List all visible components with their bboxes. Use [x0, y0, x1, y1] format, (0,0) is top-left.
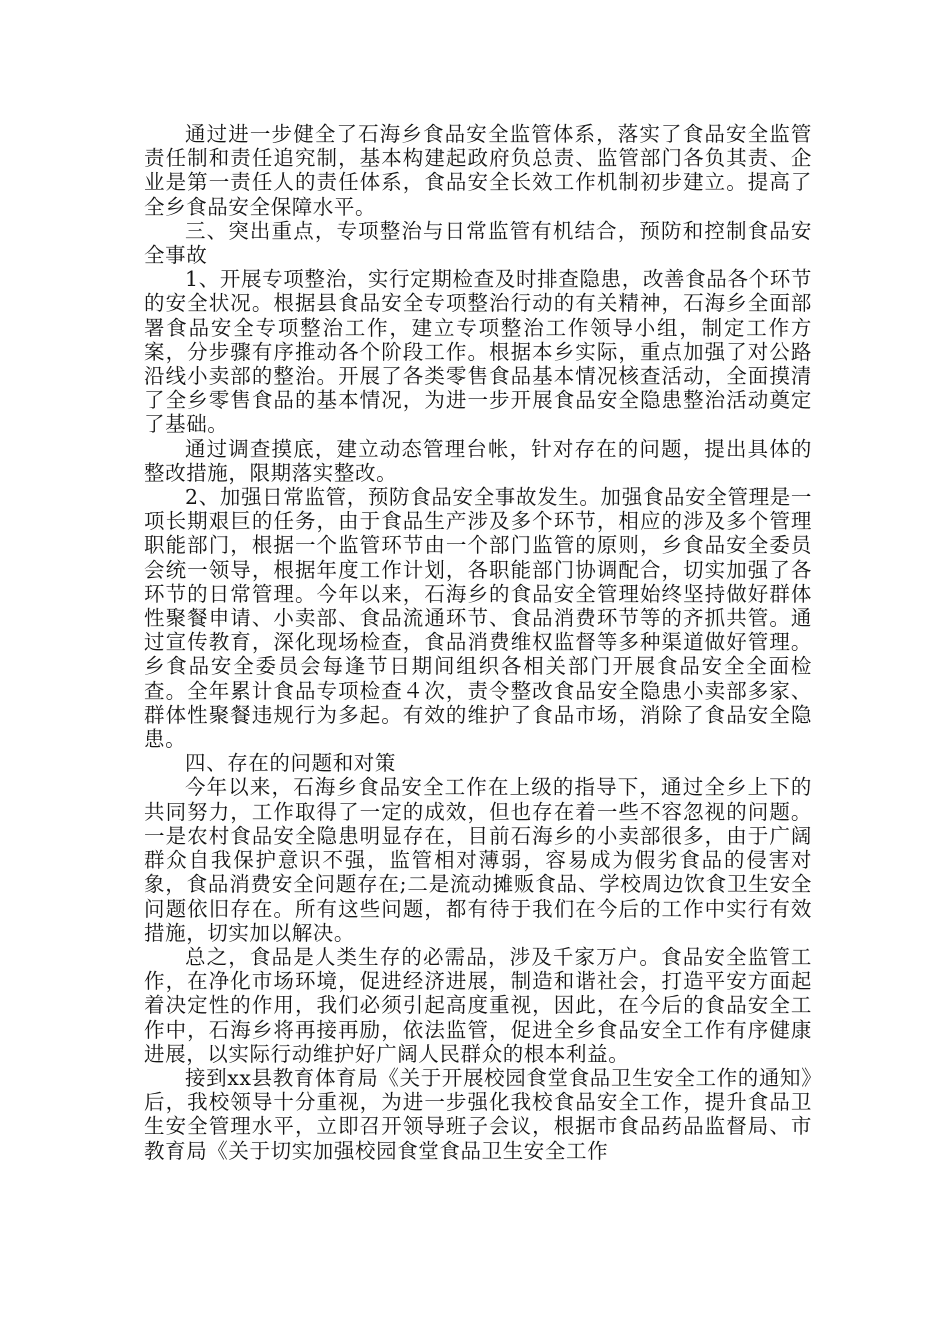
paragraph-summary: 通过进一步健全了石海乡食品安全监管体系，落实了食品安全监管责任制和责任追究制，基本构建起政府负总责、监管部门各负其责、企业是第一责任人的责任体系，食品安全长效工作机制初步建立。提高了全乡食品安全保障水平。	[144, 122, 812, 219]
paragraph-item-1: 1、开展专项整治，实行定期检查及时排查隐患，改善食品各个环节的安全状况。根据县食品安全专项整治行动的有关精神，石海乡全面部署食品安全专项整治工作，建立专项整治工作领导小组，制定工作方案，分步骤有序推动各个阶段工作。根据本乡实际，重点加强了对公路沿线小卖部的整治。开展了各类零售食品基本情况核查活动，全面摸清了全乡零售食品的基本情况，为进一步开展食品安全隐患整治活动奠定了基础。	[144, 267, 812, 437]
section-heading-4: 四、存在的问题和对策	[185, 751, 396, 776]
paragraph-item-2: 2、加强日常监管，预防食品安全事故发生。加强食品安全管理是一项长期艰巨的任务，由于食品生产涉及多个环节，相应的涉及多个管理职能部门，根据一个监管环节由一个部门监管的原则，乡食品安全委员会统一领导，根据年度工作计划，各职能部门协调配合，切实加强了各环节的日常管理。今年以来，石海乡的食品安全管理始终坚持做好群体性聚餐申请、小卖部、食品流通环节、食品消费环节等的齐抓共管。通过宣传教育，深化现场检查，食品消费维权监督等多种渠道做好管理。乡食品安全委员会每逢节日期间组织各相关部门开展食品安全全面检查。全年累计食品专项检查４次，责令整改食品安全隐患小卖部多家、群体性聚餐违规行为多起。有效的维护了食品市场，消除了食品安全隐患。	[144, 485, 812, 752]
paragraph-school-notice: 接到xx县教育体育局《关于开展校园食堂食品卫生安全工作的通知》后，我校领导十分重视，为进一步强化我校食品安全工作，提升食品卫生安全管理水平，立即召开领导班子会议，根据市食品药品监督局、市教育局《关于切实加强校园食堂食品卫生安全工作	[144, 1065, 812, 1163]
section-heading-3: 三、突出重点，专项整治与日常监管有机结合，预防和控制食品安全事故	[144, 218, 812, 268]
paragraph-problems: 今年以来，石海乡食品安全工作在上级的指导下，通过全乡上下的共同努力，工作取得了一定的成效，但也存在着一些不容忽视的问题。一是农村食品安全隐患明显存在，目前石海乡的小卖部很多，由于广阔群众自我保护意识不强，监管相对薄弱，容易成为假劣食品的侵害对象，食品消费安全问题存在;二是流动摊贩食品、学校周边饮食卫生安全问题依旧存在。所有这些问题，都有待于我们在今后的工作中实行有效措施，切实加以解决。	[144, 775, 812, 945]
paragraph-conclusion: 总之，食品是人类生存的必需品，涉及千家万户。食品安全监管工作，在净化市场环境，促进经济进展，制造和谐社会，打造平安方面起着决定性的作用，我们必须引起高度重视，因此，在今后的食品安全工作中，石海乡将再接再励，依法监管，促进全乡食品安全工作有序健康进展，以实际行动维护好广阔人民群众的根本利益。	[144, 944, 812, 1066]
paragraph-survey: 通过调查摸底，建立动态管理台帐，针对存在的问题，提出具体的整改措施，限期落实整改。	[144, 436, 812, 485]
document-body	[144, 122, 812, 1163]
